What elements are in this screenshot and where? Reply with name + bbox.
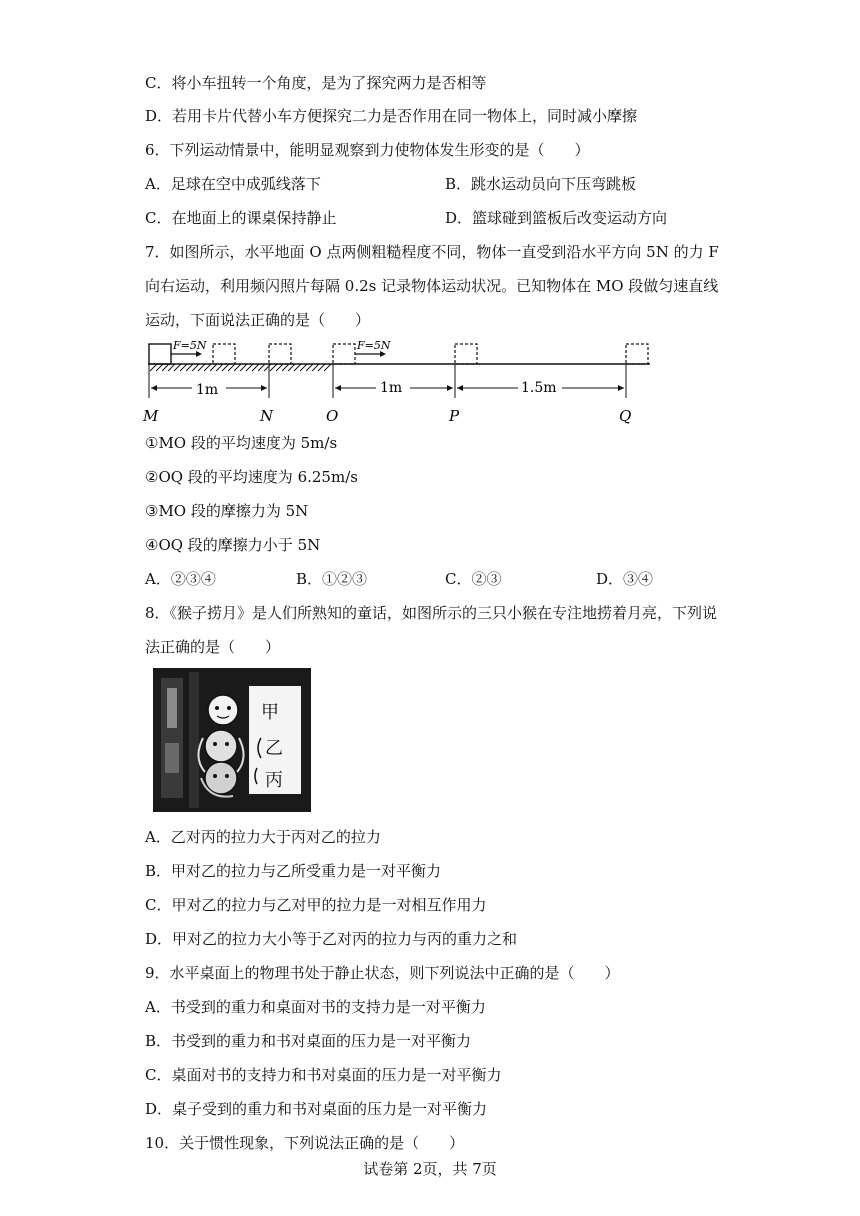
q7-statement-1: ①MO 段的平均速度为 5m/s [145, 434, 338, 452]
q7-statement-2: ②OQ 段的平均速度为 6.25m/s [145, 468, 358, 486]
force-label-1: F=5N [173, 339, 207, 352]
q6-stem: 6．下列运动情景中，能明显观察到力使物体发生形变的是（ ） [145, 141, 590, 159]
q7-motion-figure [140, 336, 660, 428]
q7-stem-line-3: 运动，下面说法正确的是（ ） [145, 311, 371, 329]
q8-stem-line-2: 法正确的是（ ） [145, 638, 281, 656]
point-label-o: O [326, 407, 339, 425]
block-ghost-1 [213, 344, 235, 364]
monkey-label-yi: 乙 [265, 738, 283, 759]
q8-option-d: D．甲对乙的拉力大小等于乙对丙的拉力与丙的重力之和 [145, 930, 518, 948]
q6-option-d: D．篮球碰到篮板后改变运动方向 [445, 209, 668, 227]
q8-option-a: A．乙对丙的拉力大于丙对乙的拉力 [145, 828, 381, 846]
dist-label-mn: 1m [196, 382, 219, 398]
q9-stem: 9．水平桌面上的物理书处于静止状态，则下列说法中正确的是（ ） [145, 964, 620, 982]
block-ghost-at-n [269, 344, 291, 364]
q9-option-c: C．桌面对书的支持力和书对桌面的压力是一对平衡力 [145, 1066, 502, 1084]
page-footer: 试卷第 2页，共 7页 [363, 1160, 497, 1178]
q7-stem-line-2: 向右运动，利用频闪照片每隔 0.2s 记录物体运动状况。已知物体在 MO 段做匀速直线 [145, 277, 719, 295]
q7-statement-4: ④OQ 段的摩擦力小于 5N [145, 536, 321, 554]
q9-option-a: A．书受到的重力和桌面对书的支持力是一对平衡力 [145, 998, 486, 1016]
point-label-n: N [260, 407, 274, 425]
q7-option-a: A．②③④ [145, 570, 216, 588]
q6-option-a: A．足球在空中成弧线落下 [145, 175, 321, 193]
dist-label-op: 1m [380, 380, 403, 396]
block-ghost-at-q [626, 344, 648, 364]
q7-stem-line-1: 7．如图所示，水平地面 O 点两侧粗糙程度不同，物体一直受到沿水平方向 5N 的力 F [145, 243, 719, 261]
q7-option-b: B．①②③ [296, 570, 368, 588]
q7-option-c: C．②③ [445, 570, 502, 588]
q10-stem: 10．关于惯性现象，下列说法正确的是（ ） [145, 1134, 465, 1152]
force-label-2: F=5N [357, 339, 391, 352]
q5-option-d: D．若用卡片代替小车方便探究二力是否作用在同一物体上，同时减小摩擦 [145, 107, 638, 125]
dist-label-pq: 1.5m [521, 380, 557, 396]
q6-option-b: B．跳水运动员向下压弯跳板 [445, 175, 637, 193]
point-label-p: P [449, 407, 460, 425]
q9-option-b: B．书受到的重力和书对桌面的压力是一对平衡力 [145, 1032, 472, 1050]
q9-option-d: D．桌子受到的重力和书对桌面的压力是一对平衡力 [145, 1100, 488, 1118]
block-at-o [333, 344, 355, 364]
q8-stem-line-1: 8．《猴子捞月》是人们所熟知的童话，如图所示的三只小猴在专注地捞着月亮，下列说 [145, 604, 718, 622]
point-label-q: Q [619, 407, 632, 425]
q8-option-b: B．甲对乙的拉力与乙所受重力是一对平衡力 [145, 862, 442, 880]
q6-option-c: C．在地面上的课桌保持静止 [145, 209, 337, 227]
block-at-m [149, 344, 171, 364]
q5-option-c: C．将小车扭转一个角度，是为了探究两力是否相等 [145, 74, 487, 92]
point-label-m: M [143, 407, 159, 425]
monkey-label-jia: 甲 [261, 702, 279, 723]
q7-statement-3: ③MO 段的摩擦力为 5N [145, 502, 309, 520]
q8-option-c: C．甲对乙的拉力与乙对甲的拉力是一对相互作用力 [145, 896, 487, 914]
q8-monkey-figure [153, 668, 311, 812]
q7-option-d: D．③④ [596, 570, 654, 588]
monkey-label-bing: 丙 [265, 770, 283, 791]
block-ghost-at-p [455, 344, 477, 364]
